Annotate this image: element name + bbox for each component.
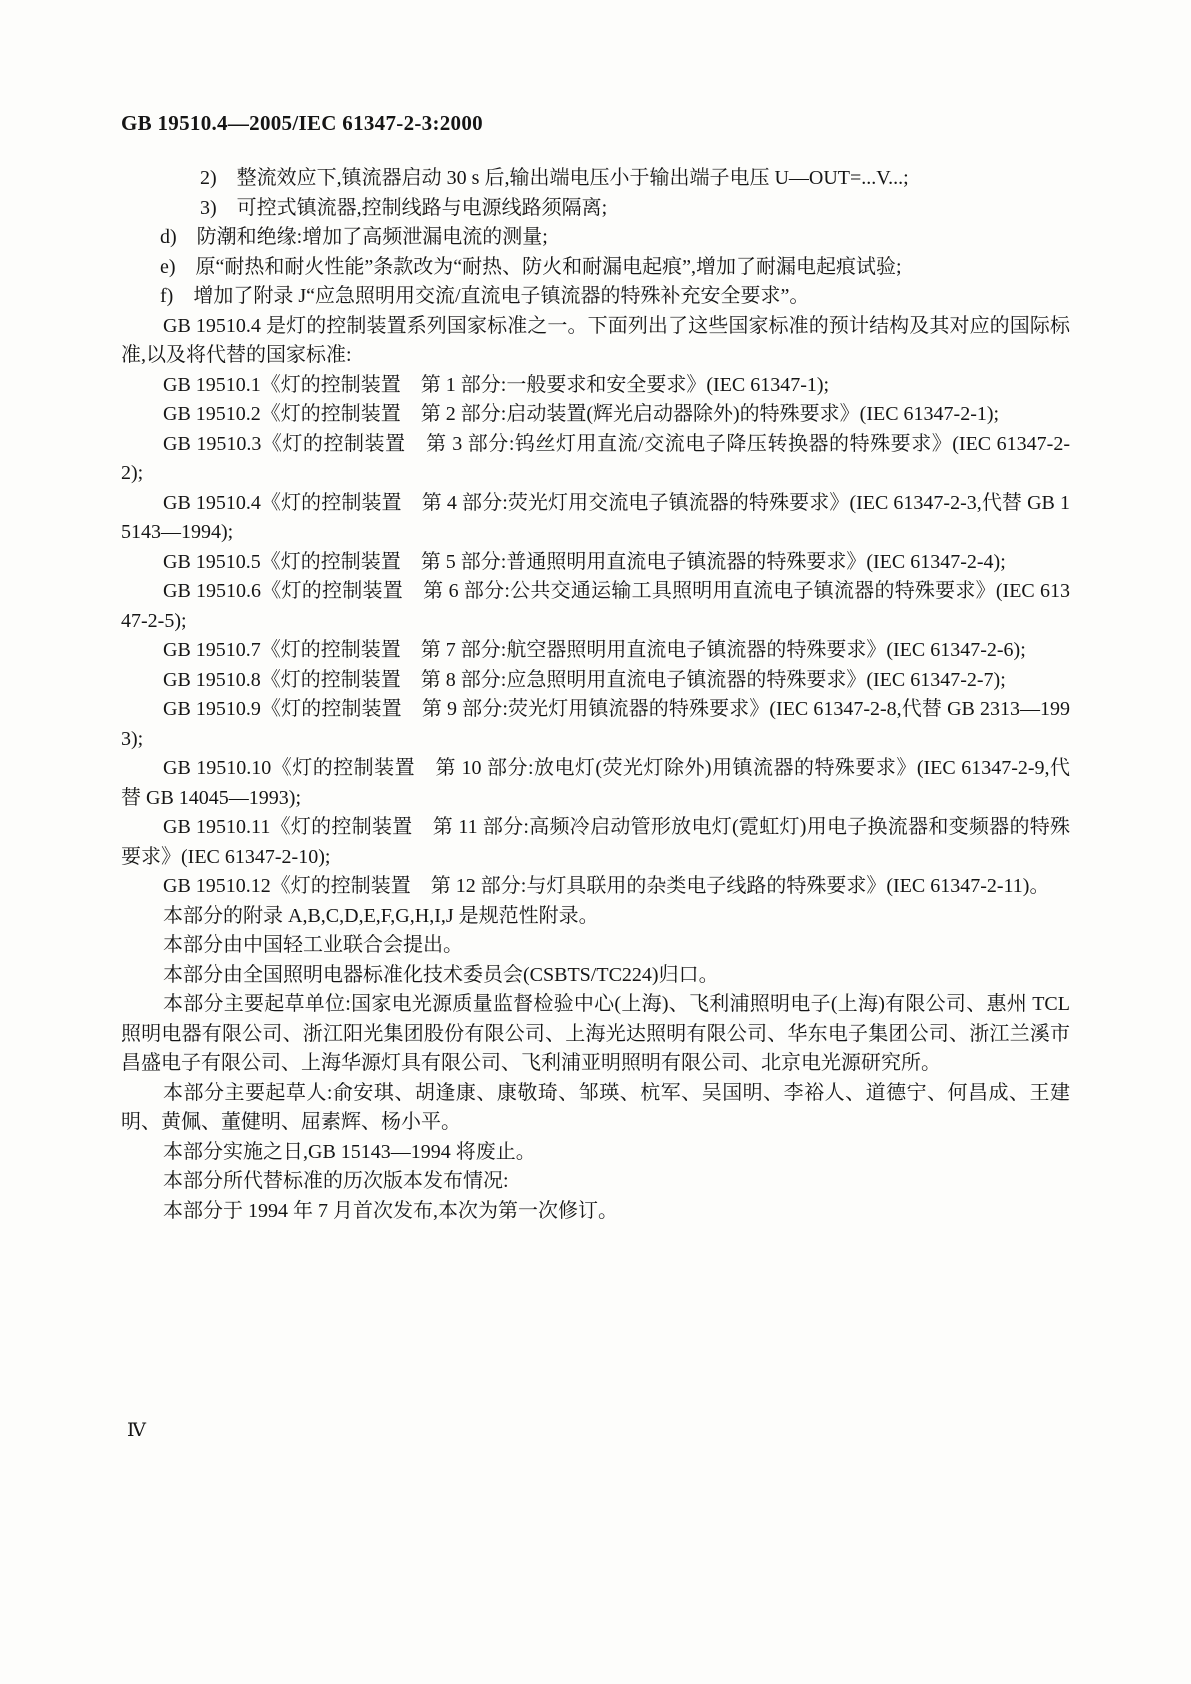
standard-number-header: GB 19510.4—2005/IEC 61347-2-3:2000: [121, 111, 483, 135]
paragraph: GB 19510.3《灯的控制装置 第 3 部分:钨丝灯用直流/交流电子降压转换器的特殊要求》(IEC 61347-2-2);: [121, 432, 1070, 484]
list-item: 3) 可控式镇流器,控制线路与电源线路须隔离;: [200, 196, 608, 219]
list-item: 2) 整流效应下,镇流器启动 30 s 后,输出端电压小于输出端子电压 U—OUT=...V...;: [200, 167, 909, 189]
paragraph: 本部分主要起草单位:国家电光源质量监督检验中心(上海)、飞利浦照明电子(上海)有限公司、惠州 TCL 照明电器有限公司、浙江阳光集团股份有限公司、上海光达照明有限公司、华东电子集团公司、浙江兰溪市昌盛电子有限公司、上海华源灯具有限公司、飞利浦亚明照明有限公司、北京电光源研究所。: [121, 993, 1070, 1074]
paragraph: GB 19510.11《灯的控制装置 第 11 部分:高频冷启动管形放电灯(霓虹灯)用电子换流器和变频器的特殊要求》(IEC 61347-2-10);: [121, 816, 1070, 868]
paragraph: GB 19510.1《灯的控制装置 第 1 部分:一般要求和安全要求》(IEC 61347-1);: [163, 373, 830, 396]
paragraph: GB 19510.8《灯的控制装置 第 8 部分:应急照明用直流电子镇流器的特殊要求》(IEC 61347-2-7);: [163, 668, 1006, 691]
document-body: [121, 164, 1070, 1226]
page-number: Ⅳ: [127, 1420, 146, 1441]
paragraph: 本部分所代替标准的历次版本发布情况:: [163, 1170, 509, 1192]
paragraph: 本部分于 1994 年 7 月首次发布,本次为第一次修订。: [163, 1199, 618, 1222]
paragraph: GB 19510.9《灯的控制装置 第 9 部分:荧光灯用镇流器的特殊要求》(IEC 61347-2-8,代替 GB 2313—1993);: [121, 698, 1070, 750]
paragraph: GB 19510.4《灯的控制装置 第 4 部分:荧光灯用交流电子镇流器的特殊要求》(IEC 61347-2-3,代替 GB 15143—1994);: [121, 491, 1070, 543]
paragraph: GB 19510.5《灯的控制装置 第 5 部分:普通照明用直流电子镇流器的特殊要求》(IEC 61347-2-4);: [163, 550, 1006, 573]
paragraph: GB 19510.12《灯的控制装置 第 12 部分:与灯具联用的杂类电子线路的特殊要求》(IEC 61347-2-11)。: [163, 875, 1050, 897]
paragraph: GB 19510.10《灯的控制装置 第 10 部分:放电灯(荧光灯除外)用镇流器的特殊要求》(IEC 61347-2-9,代替 GB 14045—1993);: [121, 757, 1070, 809]
paragraph: GB 19510.4 是灯的控制装置系列国家标准之一。下面列出了这些国家标准的预计结构及其对应的国际标准,以及将代替的国家标准:: [121, 314, 1070, 366]
paragraph: 本部分的附录 A,B,C,D,E,F,G,H,I,J 是规范性附录。: [163, 904, 599, 927]
paragraph: 本部分主要起草人:俞安琪、胡逢康、康敬琦、邹瑛、杭军、吴国明、李裕人、道德宁、何昌成、王建明、黄佩、董健明、屈素辉、杨小平。: [121, 1081, 1070, 1133]
list-item: e) 原“耐热和耐火性能”条款改为“耐热、防火和耐漏电起痕”,增加了耐漏电起痕试验;: [160, 255, 902, 278]
paragraph: 本部分实施之日,GB 15143—1994 将废止。: [163, 1140, 536, 1163]
paragraph: 本部分由全国照明电器标准化技术委员会(CSBTS/TC224)归口。: [163, 963, 719, 986]
paragraph: 本部分由中国轻工业联合会提出。: [163, 934, 463, 956]
paragraph: GB 19510.6《灯的控制装置 第 6 部分:公共交通运输工具照明用直流电子镇流器的特殊要求》(IEC 61347-2-5);: [121, 580, 1070, 632]
list-item: f) 增加了附录 J“应急照明用交流/直流电子镇流器的特殊补充安全要求”。: [160, 285, 810, 307]
paragraph: GB 19510.7《灯的控制装置 第 7 部分:航空器照明用直流电子镇流器的特殊要求》(IEC 61347-2-6);: [163, 639, 1026, 661]
paragraph: GB 19510.2《灯的控制装置 第 2 部分:启动装置(辉光启动器除外)的特殊要求》(IEC 61347-2-1);: [163, 403, 1000, 425]
list-item: d) 防潮和绝缘:增加了高频泄漏电流的测量;: [160, 226, 548, 248]
